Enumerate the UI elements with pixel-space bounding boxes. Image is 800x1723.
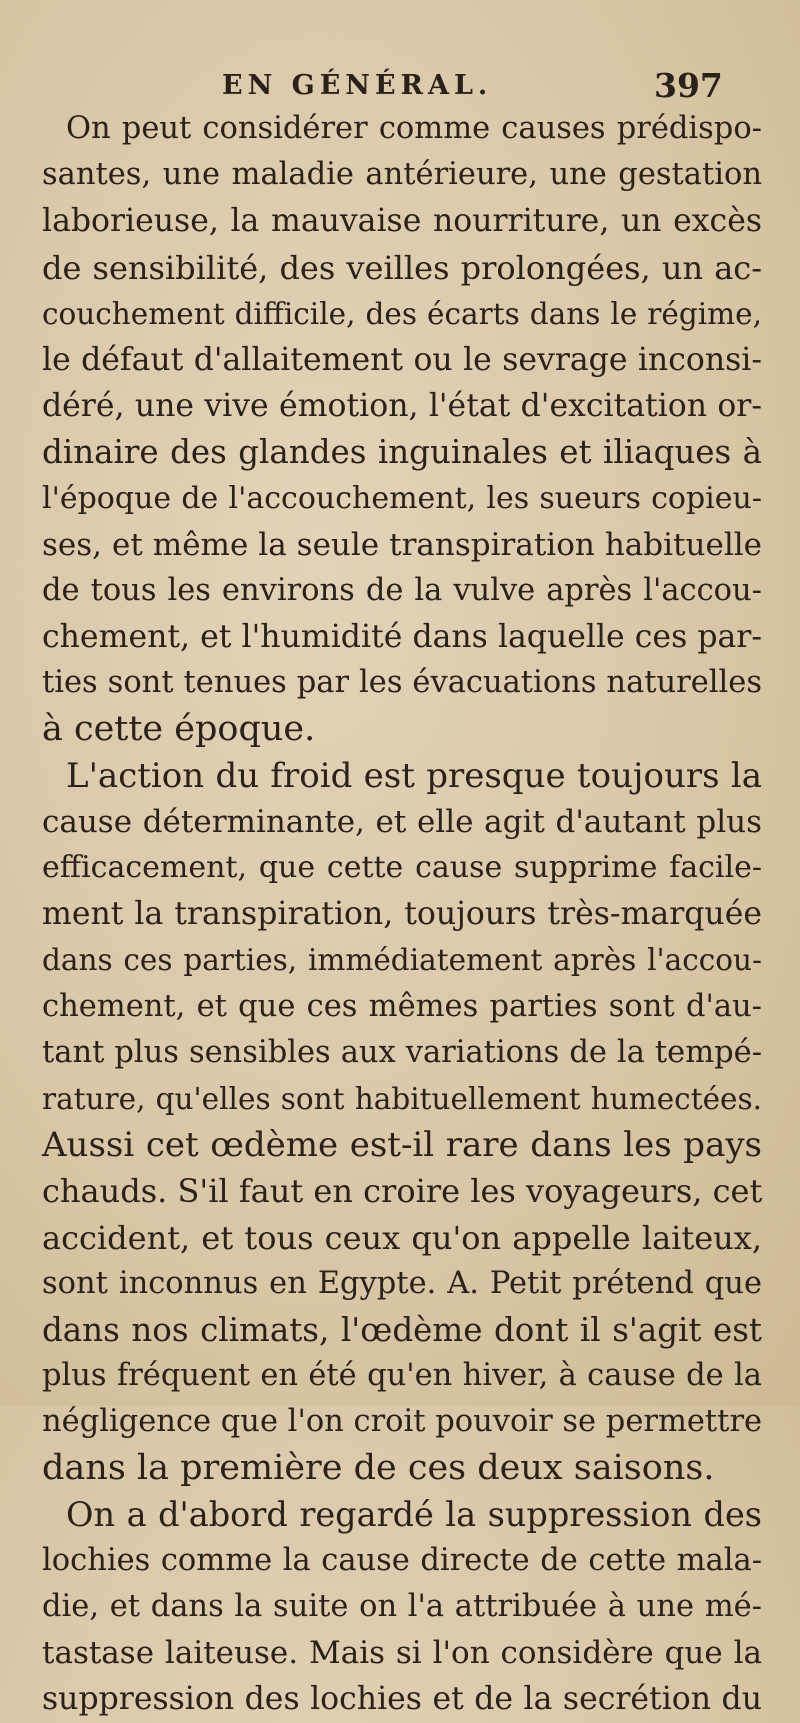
text-line: de sensibilité, des veilles prolongées, un ac-	[42, 248, 762, 287]
text-line: sont inconnus en Egypte. A. Petit prétend que	[42, 1265, 762, 1301]
text-line: à cette époque.	[42, 709, 316, 750]
body-text	[42, 106, 762, 1723]
text-line: laborieuse, la mauvaise nourriture, un excès	[42, 203, 762, 240]
text-line: le défaut d'allaitement ou le sevrage inconsi-	[42, 341, 762, 378]
text-line: ties sont tenues par les évacuations naturelles	[42, 665, 762, 701]
text-line: On a d'abord regardé la suppression des	[66, 1494, 762, 1534]
text-line: tastase laiteuse. Mais si l'on considère que la	[42, 1635, 762, 1672]
text-line: On peut considérer comme causes prédispo-	[66, 111, 762, 146]
page-number: 397	[654, 66, 723, 105]
text-line: ses, et même la seule transpiration habituelle	[42, 526, 762, 563]
text-line: déré, une vive émotion, l'état d'excitation or-	[42, 388, 762, 425]
text-line: dans la première de ces deux saisons.	[42, 1448, 715, 1489]
text-line: tant plus sensibles aux variations de la tempé-	[42, 1034, 762, 1070]
text-line: L'action du froid est presque toujours la	[66, 755, 762, 796]
text-line: négligence que l'on croit pouvoir se permettre	[42, 1404, 763, 1440]
text-line: l'époque de l'accouchement, les sueurs copieu-	[42, 480, 762, 516]
text-line: die, et dans la suite on l'a attribuée à une mé-	[42, 1589, 762, 1624]
text-line: dans ces parties, immédiatement après l'accou-	[42, 943, 762, 978]
text-line: dinaire des glandes inguinales et iliaques à	[42, 433, 762, 472]
text-line: plus fréquent en été qu'en hiver, à cause de la	[42, 1358, 762, 1394]
text-line: dans nos climats, l'œdème dont il s'agit est	[42, 1310, 762, 1349]
text-line: chauds. S'il faut en croire les voyageurs, cet	[42, 1172, 763, 1211]
text-line: chement, et l'humidité dans laquelle ces par-	[42, 619, 762, 656]
text-line: santes, une maladie antérieure, une gestation	[42, 157, 762, 193]
text-line: lochies comme la cause directe de cette mala-	[42, 1542, 762, 1578]
text-line: efficacement, que cette cause supprime facile-	[42, 850, 762, 885]
text-line: rature, qu'elles sont habituellement humectées.	[42, 1081, 762, 1116]
text-line: de tous les environs de la vulve après l'accou-	[42, 572, 762, 608]
text-line: chement, et que ces mêmes parties sont d'au-	[42, 988, 762, 1024]
text-line: couchement difficile, des écarts dans le régime,	[42, 296, 762, 331]
text-line: ment la transpiration, toujours très-marquée	[42, 896, 762, 933]
running-head: EN GÉNÉRAL.	[222, 70, 493, 101]
text-line: accident, et tous ceux qu'on appelle laiteux,	[42, 1218, 762, 1257]
text-line: cause déterminante, et elle agit d'autant plus	[42, 803, 762, 840]
text-line: Aussi cet œdème est-il rare dans les pays	[42, 1125, 762, 1166]
text-line: suppression des lochies et de la secrétion du	[42, 1681, 762, 1718]
